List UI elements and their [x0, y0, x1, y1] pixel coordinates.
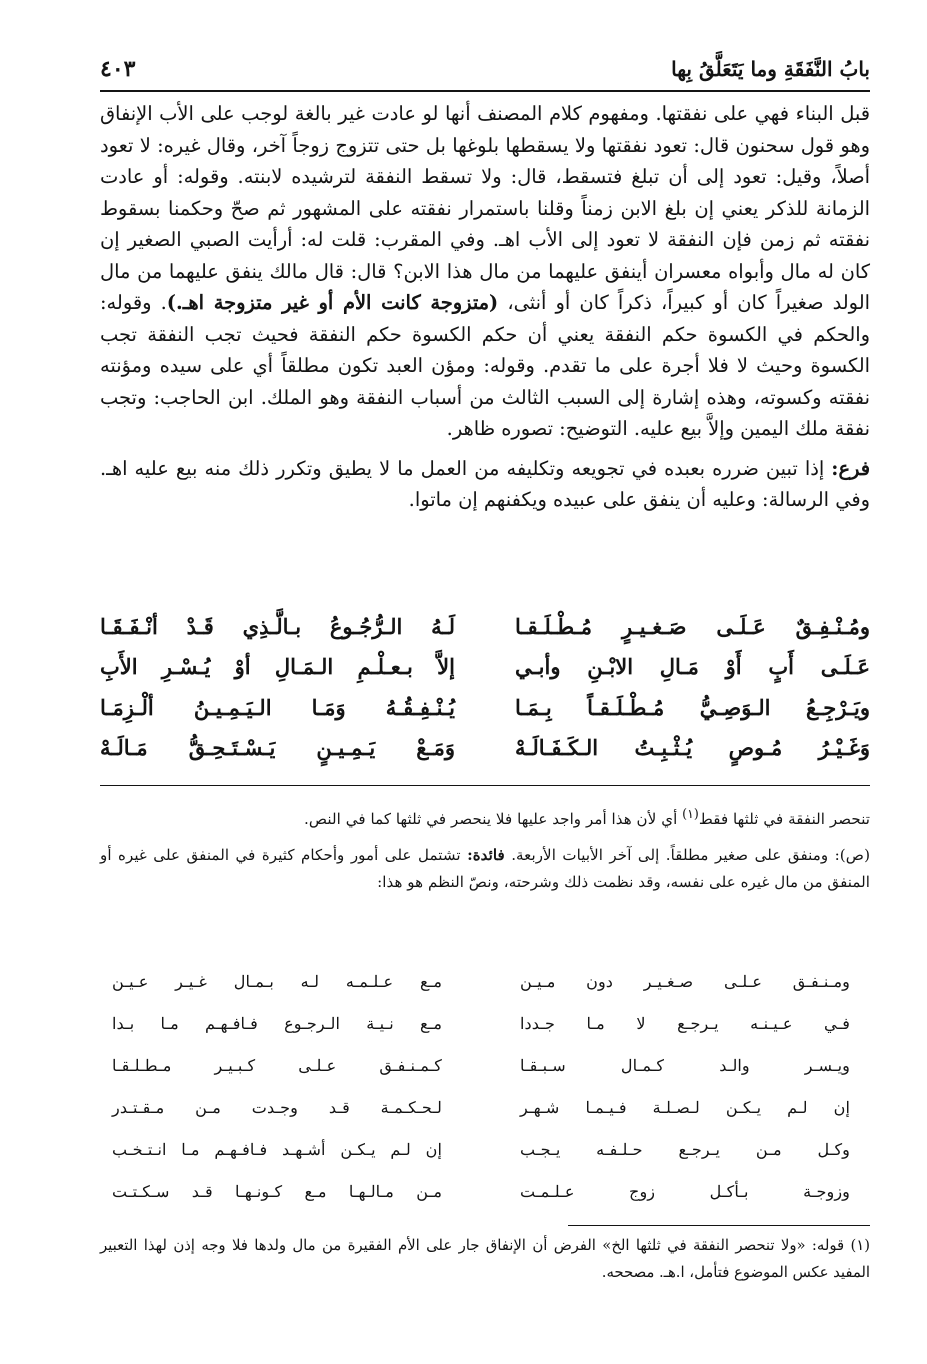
footnote-marker: (١) — [850, 1237, 870, 1254]
footnote — [100, 1232, 870, 1286]
running-title: بابُ النَّفَقَةِ وما يَتَعَلَّقُ بِها — [671, 57, 870, 81]
hemistich-left: مـع عـلـمـه لـه بـمـال غـيـر عـيـن — [112, 971, 442, 991]
hemistich-right: وكـل مـن يـرجـع حـلـفـه يـجـب — [520, 1139, 850, 1159]
notes-poem — [112, 960, 850, 1212]
poem-verse — [112, 1086, 850, 1128]
hemistich-right: إن لـم يـكـن لـصـلـة فـيـمـا شـهـر — [520, 1097, 850, 1117]
page-header — [100, 52, 870, 86]
hemistich-right: ومُـنْـفِـقٌ عَـلَـى صَـغـيـرٍ مُـطْـلَـقـا — [515, 613, 870, 639]
far-label: فرع: — [831, 456, 870, 480]
poem-verse — [100, 647, 870, 688]
paragraph-commentary — [100, 98, 870, 445]
hemistich-left: لَـهُ الـرُّجُـوعُ بـالَّـذِي قَـدْ أنْـفَـقَـا — [100, 613, 455, 639]
paragraph-far — [100, 453, 870, 516]
bold-quote: (متزوجة كانت الأم أو غير متزوجة اهـ.) — [166, 291, 499, 314]
poem-verse — [100, 687, 870, 728]
paragraph-text-end: . وقوله: والحكم في الكسوة حكم النفقة يعني أن حكم الكسوة حكم النفقة فحيث تجب النفقة تجب الكسوة وحيث لا فلا أجرة على ما تقدم. وقوله: ومؤن العبد تكون مطلقاً أي على سيده ومؤنته نفقته وكسوته، وهذه إشارة إلى السبب الثالث من أسباب النفقة وهو الملك. ابن الحاجب: وتجب نفقة ملك اليمين وإلاَّ بيع عليه. التوضيح: تصوره ظاهر. — [100, 291, 870, 440]
poem-verse — [112, 1128, 850, 1170]
poem-verse — [112, 1044, 850, 1086]
hemistich-right: فـي عـيـنـه يـرجـع لا مـا جـددا — [520, 1013, 850, 1033]
hemistich-left: لـحـكـمـة قـد وجـدت مـن مـقـتـدر — [112, 1097, 442, 1117]
note-paragraph-2 — [100, 842, 870, 897]
paragraph-text: قبل البناء فهي على نفقتها. ومفهوم كلام المصنف أنها لو عادت غير بالغة لوجب على الأب الإنفاق وهو قول سحنون قال: تعود نفقتها ولا يسقطها بلوغها بل حتى تتزوج زوجاً آخر، وقال غيره: لا تعود أصلاً، وقيل: تعود إلى أن تبلغ فتسقط، قال: ولا تسقط النفقة لترشيده لابنته. وقوله: أو عادت الزمانة للذكر يعني إن بلغ الابن زمناً وقلنا باستمرار نفقته على المشهور ثم صحّ وحكمنا بسقوط نفقته ثم زمن فإن النفقة لا تعود إلى الأب اهـ. وفي المقرب: قلت له: أرأيت الصبي الصغير إن كان له مال وأبواه معسران أينفق عليهما من مال هذا الابن؟ قال: قال مالك ينفق عليهما من مال الولد صغيراً كان أو كبيراً، ذكراً كان أو أنثى، — [100, 102, 870, 314]
poem-verse — [112, 1170, 850, 1212]
hemistich-left: يُـنْـفِـقُـهُ وَمَـا الـيَـمِـيـنُ ألْـزِمَـا — [100, 694, 455, 720]
note-text-end: تشتمل على أمور وأحكام كثيرة في المنفق على غيره أو المنفق من مال غيره على نفسه، وقد نظمت ذلك وشرحته، ونصّ النظم هو هذا: — [100, 845, 870, 892]
hemistich-right: وَغَـيْـرُ مُـوصٍ يُـثْـبِـتُ الـكَـفَـالَـهْ — [515, 735, 870, 761]
hemistich-left: وَمَـعْ يَـمِـيـنٍ يَـسْـتَـحِـقُّ مَـالَـهْ — [100, 735, 455, 761]
poem-verse — [100, 606, 870, 647]
section-divider — [100, 785, 870, 786]
far-text: إذا تبين ضرره بعبده في تجويعه وتكليفه من العمل ما لا يطيق وتكرر ذلك منه بيع عليه اهـ. وفي الرسالة: وعليه أن ينفق على عبيده ويكفنهم إن ماتوا. — [100, 456, 870, 511]
faida-label: فائدة: — [467, 845, 505, 864]
main-poem — [100, 606, 870, 768]
hemistich-left: مـن مـالـهـا مـع كـونـهـا قـد سـكـتـت — [112, 1181, 442, 1201]
note-text-end: أي لأن هذا أمر واجد عليها فلا ينحصر في ثلثها كما في النص. — [304, 810, 683, 829]
hemistich-left: كـمـنـفـق عـلـى كـبـيـر مـطـلـقـا — [112, 1055, 442, 1075]
footnote-rule — [568, 1225, 870, 1226]
page-number: ٤٠٣ — [100, 56, 136, 82]
note-paragraph-1 — [100, 800, 870, 834]
hemistich-left: إلاَّ بـعـلْـمِ الـمَـالِ أوْ يُـسْـرِ الأَبِ — [100, 654, 455, 680]
main-text — [100, 98, 870, 516]
note-text: تنحصر النفقة في ثلثها فقط — [698, 810, 870, 829]
footnote-text: قوله: «ولا تنحصر النفقة في ثلثها الخ» الفرض أن الإنفاق جار على الأم الفقيرة من مال ولدها فلا وجه إذن لهذا التعبير المفيد عكس الموضوع فتأمل، ا.هـ. مصححه. — [100, 1237, 870, 1281]
poem-verse — [100, 728, 870, 769]
hemistich-right: عَـلَـى أَبٍ أَوْ مَـالِ الابْـنِ وأبـي — [515, 654, 870, 680]
note-text: (ص): ومنفق على صغير مطلقاً. إلى آخر الأبيات الأربعة. — [504, 845, 871, 864]
hemistich-right: وزوجـة بـأكـل زوج عـلـمـت — [520, 1181, 850, 1201]
hemistich-left: إن لـم يـكـن أشـهـد فـافـهـم مـا انـتـخـب — [112, 1139, 442, 1159]
hemistich-left: مـع نـيـة الـرجـوع فـافـهـم مـا بـدا — [112, 1013, 442, 1033]
header-rule — [100, 90, 870, 92]
hemistich-right: ومـنـفـق عـلـى صـغـيـر دون مـيـن — [520, 971, 850, 991]
hemistich-right: ويَـرْجِـعُ الـوَصِـيُّ مُـطْـلَـقـاً بِـمَـا — [515, 694, 870, 720]
hemistich-right: ويـسـر والـد كـمـال سـبـقـا — [520, 1055, 850, 1075]
poem-verse — [112, 1002, 850, 1044]
poem-verse — [112, 960, 850, 1002]
footnote-ref[interactable]: (١) — [682, 806, 699, 821]
margin-notes — [100, 800, 870, 897]
